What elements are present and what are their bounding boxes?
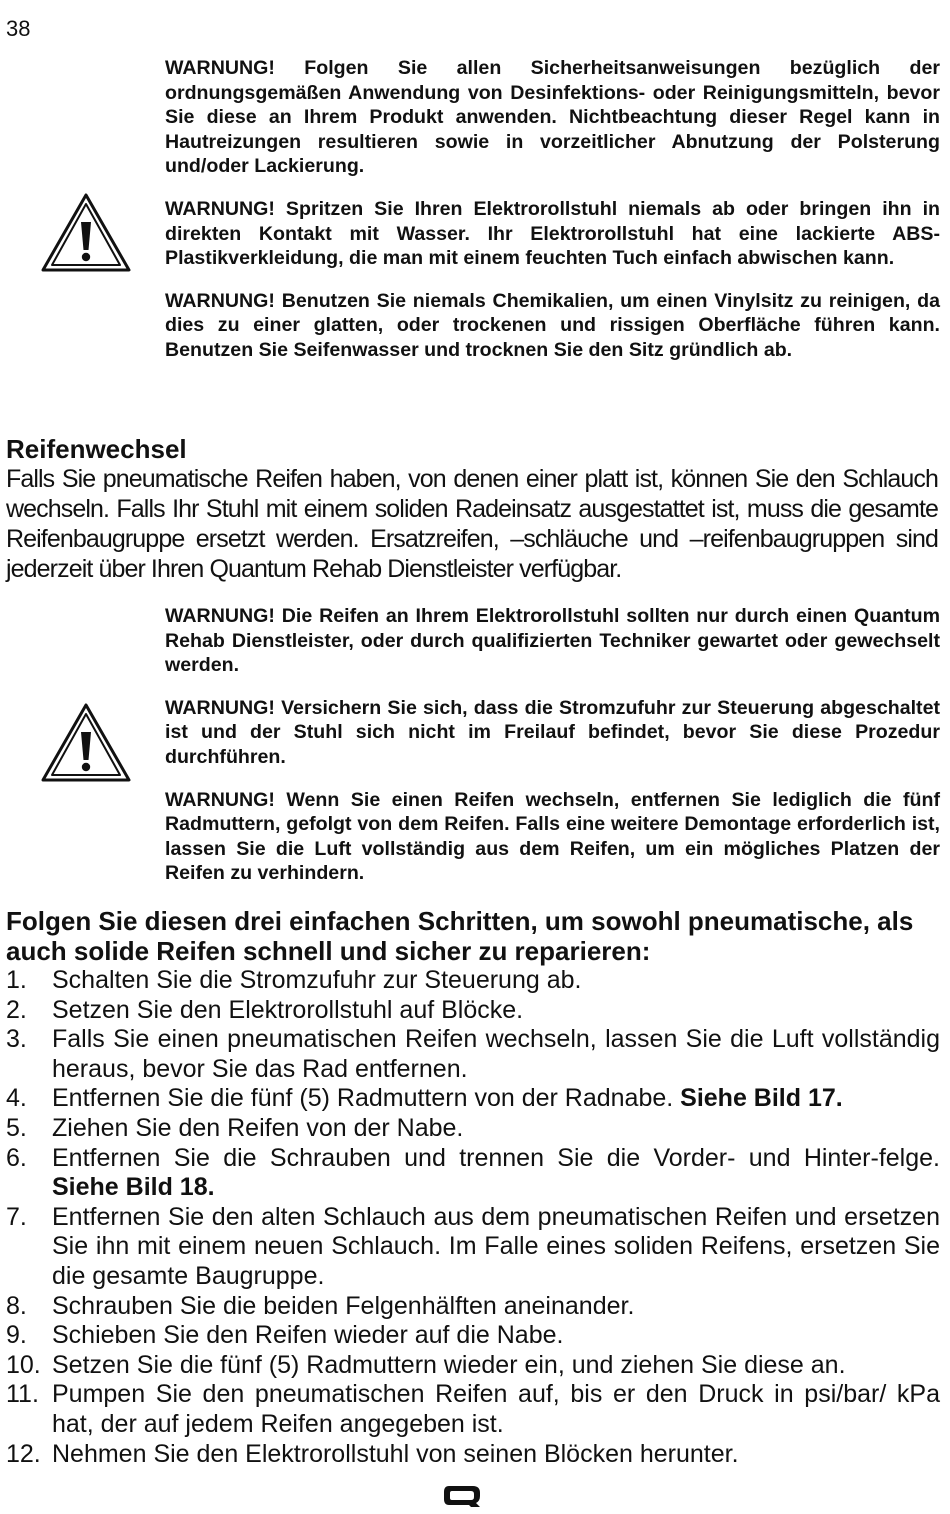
steps-list [6, 966, 940, 1469]
list-item [6, 966, 940, 996]
step-text: Schrauben Sie die beiden Felgenhälften aneinander. [52, 1291, 635, 1320]
list-item [6, 1380, 940, 1439]
list-item [6, 1114, 940, 1144]
warning-triangle-icon [40, 192, 132, 274]
list-item [6, 1351, 940, 1381]
step-number: 1. [6, 966, 27, 994]
step-number: 6. [6, 1143, 27, 1172]
step-number: 12. [6, 1439, 41, 1468]
warnings-middle [165, 604, 940, 886]
step-number: 8. [6, 1291, 27, 1320]
section-body: Falls Sie pneumatische Reifen haben, von denen einer platt ist, können Sie den Schlauch wechseln. Falls Ihr Stuhl mit einem soliden Radeinsatz ausgestattet ist, muss die gesamte Reifenbaugruppe ersetzt werden. Ersatzreifen, –schläuche und –reifenbaugruppen sind jederzeit über Ihren Quantum Rehab Dienstleister verfügbar. [6, 465, 938, 583]
step-number: 4. [6, 1084, 27, 1113]
warning-text: WARNUNG! Spritzen Sie Ihren Elektrorollstuhl niemals ab oder bringen ihn in direkten Kontakt mit Wasser. Ihr Elektrorollstuhl hat eine lackierte ABS-Plastikverkleidung, die man mit einem feuchten Tuch einfach abwischen kann. [165, 197, 940, 270]
list-item [6, 1321, 940, 1351]
figure-reference: Siehe Bild 17. [680, 1084, 843, 1113]
step-text: Schalten Sie die Stromzufuhr zur Steuerung ab. [52, 966, 582, 994]
step-text: Entfernen Sie die fünf (5) Radmuttern von der Radnabe. [52, 1084, 681, 1113]
step-number: 11. [6, 1380, 39, 1409]
warning-text: WARNUNG! Wenn Sie einen Reifen wechseln, entfernen Sie lediglich die fünf Radmuttern, gefolgt von dem Reifen. Falls eine weitere Demontage erforderlich ist, lassen Sie die Luft vollständig aus dem Reifen, um ein mögliches Platzen der Reifen zu verhindern. [165, 788, 940, 885]
section-title: Reifenwechsel [6, 434, 187, 464]
step-number: 9. [6, 1321, 27, 1350]
step-number: 10. [6, 1350, 41, 1379]
warning-triangle-icon [40, 702, 132, 784]
step-text: Entfernen Sie den alten Schlauch aus dem pneumatischen Reifen und ersetzen Sie ihn mit einem neuen Schlauch. Im Falle eines soliden Reifens, ersetzen Sie die gesamte Baugruppe. [52, 1202, 940, 1290]
figure-reference: Siehe Bild 18. [52, 1173, 215, 1202]
list-item [6, 1203, 940, 1292]
page-number: 38 [6, 16, 31, 41]
step-text: Setzen Sie den Elektrorollstuhl auf Blöcke. [52, 995, 524, 1024]
step-text: Entfernen Sie die Schrauben und trennen Sie die Vorder- und Hinter-felge. [52, 1143, 940, 1172]
list-item [6, 1025, 940, 1084]
list-item [6, 1084, 940, 1114]
warning-text: WARNUNG! Folgen Sie allen Sicherheitsanweisungen bezüglich der ordnungsgemäßen Anwendung von Desinfektions- oder Reinigungsmitteln, bevor Sie diese an Ihrem Produkt anwenden. Nichtbeachtung dieser Regel kann in Hautreizungen resultieren sowie in vorzeitlicher Abnutzung der Polsterung und/oder Lackierung. [165, 57, 940, 178]
warning-text: WARNUNG! Die Reifen an Ihrem Elektrorollstuhl sollten nur durch einen Quantum Rehab Dienstleister, oder durch qualifizierten Techniker gewartet oder gewechselt werden. [165, 605, 940, 677]
quantum-logo-icon [442, 1484, 482, 1508]
step-number: 5. [6, 1113, 27, 1142]
steps-heading: Folgen Sie diesen drei einfachen Schritten, um sowohl pneumatische, als auch solide Reifen schnell und sicher zu reparieren: [6, 906, 914, 966]
list-item [6, 1292, 940, 1322]
step-text: Ziehen Sie den Reifen von der Nabe. [52, 1113, 464, 1142]
list-item [6, 1144, 940, 1203]
step-number: 2. [6, 995, 27, 1024]
warnings-top [165, 56, 940, 363]
step-text: Setzen Sie die fünf (5) Radmuttern wieder ein, und ziehen Sie diese an. [52, 1350, 846, 1379]
warning-text: WARNUNG! Versichern Sie sich, dass die Stromzufuhr zur Steuerung abgeschaltet ist und der Stuhl sich nicht im Freilauf befindet, bevor Sie diese Prozedur durchführen. [165, 696, 940, 768]
step-text: Schieben Sie den Reifen wieder auf die Nabe. [52, 1321, 564, 1350]
step-text: Pumpen Sie den pneumatischen Reifen auf, bis er den Druck in psi/bar/ kPa hat, der auf jedem Reifen angegeben ist. [52, 1380, 940, 1438]
warning-text: WARNUNG! Benutzen Sie niemals Chemikalien, um einen Vinylsitz zu reinigen, da dies zu einer glatten, oder trockenen und rissigen Oberfläche führen kann. Benutzen Sie Seifenwasser und trocknen Sie den Sitz gründlich ab. [165, 289, 940, 361]
step-number: 3. [6, 1025, 27, 1054]
list-item [6, 1440, 940, 1470]
step-number: 7. [6, 1202, 27, 1231]
list-item [6, 996, 940, 1026]
step-text: Falls Sie einen pneumatischen Reifen wechseln, lassen Sie die Luft vollständig heraus, bevor Sie das Rad entfernen. [52, 1025, 940, 1083]
step-text: Nehmen Sie den Elektrorollstuhl von seinen Blöcken herunter. [52, 1439, 739, 1468]
